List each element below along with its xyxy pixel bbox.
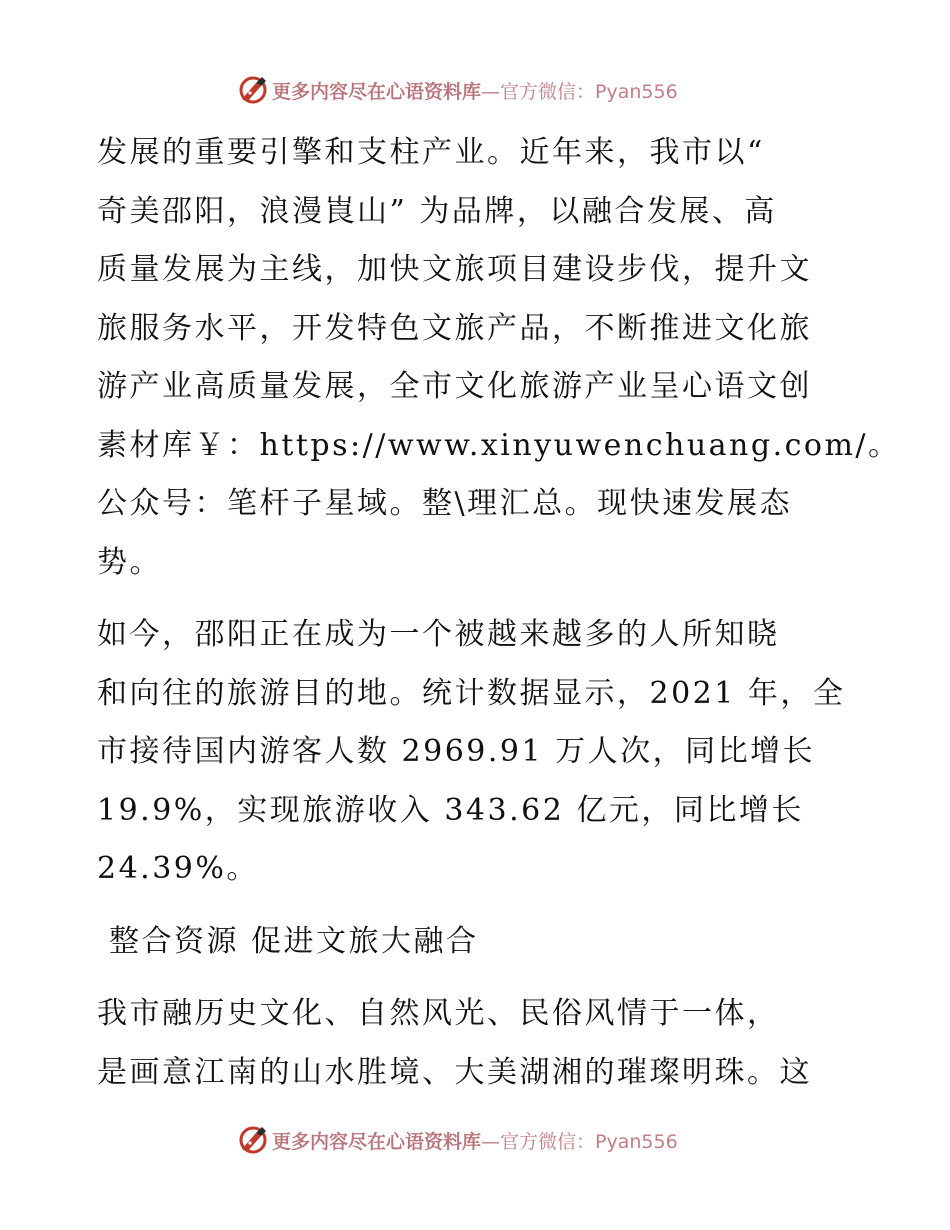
text-line: 素材库￥：https://www.xinyuwenchuang.com/。 bbox=[97, 427, 901, 463]
text-line: 如今，邵阳正在成为一个被越来越多的人所知晓 bbox=[97, 617, 780, 652]
footer-banner bbox=[236, 1122, 678, 1158]
pen-nib-logo-icon bbox=[236, 73, 270, 107]
text-line: 市接待国内游客人数 2969.91 万人次，同比增长 bbox=[97, 734, 816, 769]
text-line: 游产业高质量发展，全市文化旅游产业呈心语文创 bbox=[97, 369, 812, 404]
paragraph-1 bbox=[97, 124, 901, 592]
paragraph-2 bbox=[97, 606, 857, 899]
text-line: 和向往的旅游目的地。统计数据显示，2021 年，全 bbox=[97, 675, 846, 711]
text-line: 24.39%。 bbox=[97, 851, 259, 886]
section-heading: 整合资源 促进文旅大融合 bbox=[109, 923, 479, 959]
banner-title: 更多内容尽在心语资料库 bbox=[272, 80, 482, 103]
banner-title: 更多内容尽在心语资料库 bbox=[272, 1130, 482, 1153]
text-line: 我市融历史文化、自然风光、民俗风情于一体， bbox=[97, 996, 780, 1031]
text-line: 质量发展为主线，加快文旅项目建设步伐，提升文 bbox=[97, 252, 812, 287]
paragraph-3 bbox=[97, 985, 857, 1102]
banner-wechat: —官方微信：Pyan556 bbox=[481, 1130, 678, 1153]
text-line: 旅服务水平，开发特色文旅产品，不断推进文化旅 bbox=[97, 310, 812, 346]
pen-nib-logo-icon bbox=[236, 1123, 270, 1157]
text-line: 公众号：笔杆子星域。整\理汇总。现快速发展态 bbox=[97, 486, 793, 521]
text-line: 奇美邵阳，浪漫崀山” 为品牌，以融合发展、高 bbox=[97, 193, 777, 229]
text-line: 发展的重要引擎和支柱产业。近年来，我市以“ bbox=[97, 135, 765, 170]
header-banner bbox=[236, 72, 678, 108]
text-line: 19.9%，实现旅游收入 343.62 亿元，同比增长 bbox=[97, 792, 804, 828]
document-body bbox=[97, 124, 901, 1102]
banner-wechat: —官方微信：Pyan556 bbox=[481, 80, 678, 103]
text-line: 是画意江南的山水胜境、大美湖湘的璀璨明珠。这 bbox=[97, 1054, 812, 1090]
text-line: 势。 bbox=[97, 544, 162, 580]
